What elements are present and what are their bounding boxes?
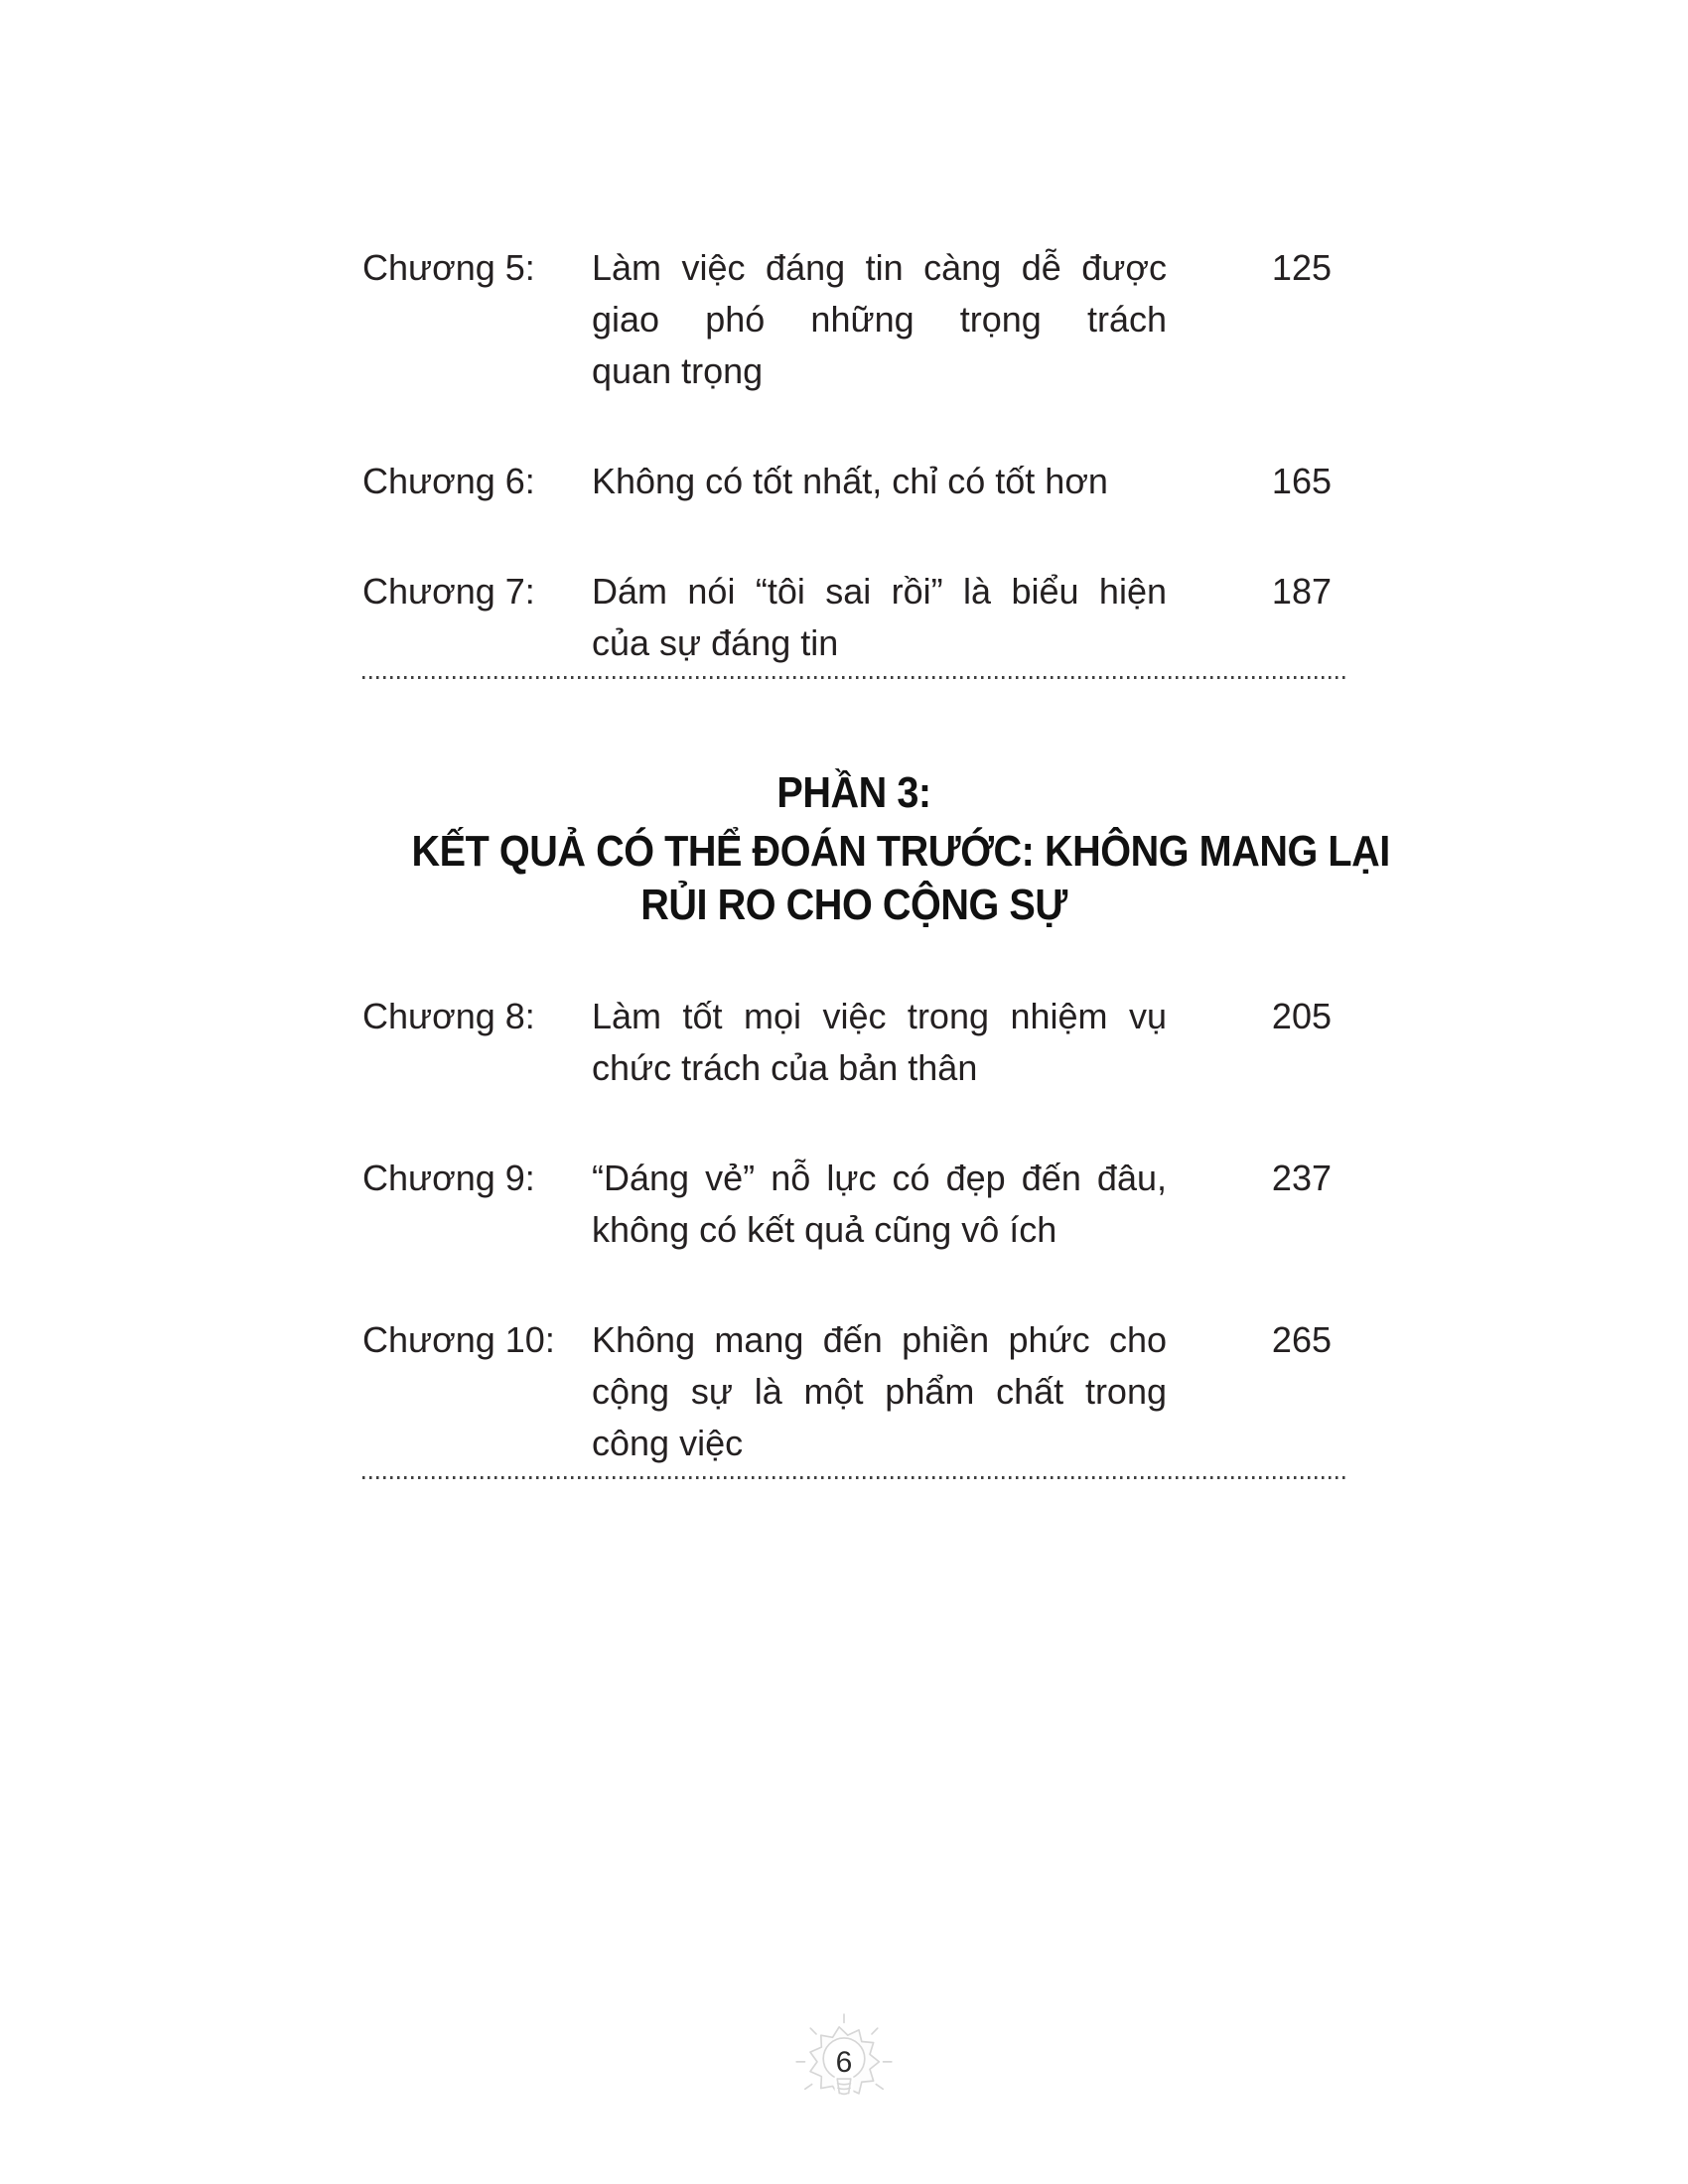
chapter-title <box>592 566 1167 669</box>
chapter-title-line: Dám nói “tôi sai rồi” là biểu hiện <box>592 571 1167 612</box>
toc-entry-chapter-9 <box>362 1153 1345 1256</box>
toc-entry-chapter-10 <box>362 1314 1345 1469</box>
page-footer <box>0 2013 1688 2116</box>
chapter-title-line: cộng sự là một phẩm chất trong <box>592 1371 1167 1412</box>
chapter-page-number: 187 <box>1271 571 1332 612</box>
chapter-title <box>592 456 1167 507</box>
chapter-title-line: Không có tốt nhất, chỉ có tốt hơn <box>592 461 1108 501</box>
chapter-title <box>592 1153 1167 1256</box>
toc-entry-chapter-6 <box>362 456 1345 507</box>
chapter-title-line: công việc <box>592 1423 744 1463</box>
part3-title-line: RỦI RO CHO CỘNG SỰ <box>640 881 1067 929</box>
chapter-page-number: 165 <box>1271 461 1332 501</box>
footer-decoration <box>792 2013 896 2116</box>
chapter-title-line: Không mang đến phiền phức cho <box>592 1319 1167 1360</box>
page-number: 6 <box>835 2046 853 2079</box>
toc-entry-chapter-8 <box>362 991 1345 1094</box>
chapter-page-number: 125 <box>1271 247 1332 288</box>
chapter-title-line: không có kết quả cũng vô ích <box>592 1209 1057 1250</box>
chapter-title-line: “Dáng vẻ” nỗ lực có đẹp đến đâu, <box>592 1158 1167 1198</box>
part3-title-line: KẾT QUẢ CÓ THỂ ĐOÁN TRƯỚC: KHÔNG MANG LẠI <box>411 827 1390 876</box>
chapter-label: Chương 8: <box>362 996 535 1036</box>
chapter-title-line: quan trọng <box>592 350 764 391</box>
chapter-label: Chương 10: <box>362 1319 555 1360</box>
chapter-page-number: 237 <box>1271 1158 1332 1198</box>
toc-entry-chapter-5 <box>362 242 1345 397</box>
chapter-title-line: giao phó những trọng trách <box>592 299 1167 340</box>
chapter-title <box>592 1314 1167 1469</box>
part3-heading <box>362 764 1390 932</box>
part3-kicker: PHẦN 3: <box>776 768 931 817</box>
chapter-title-line: Làm việc đáng tin càng dễ được <box>592 247 1167 288</box>
chapter-label: Chương 9: <box>362 1158 535 1198</box>
dotted-divider <box>362 676 1345 679</box>
chapter-label: Chương 7: <box>362 571 535 612</box>
chapter-label: Chương 6: <box>362 461 535 501</box>
toc-entry-chapter-7 <box>362 566 1345 669</box>
dotted-divider <box>362 1476 1345 1479</box>
chapter-title-line: Làm tốt mọi việc trong nhiệm vụ <box>592 996 1167 1036</box>
table-of-contents <box>362 0 1390 1479</box>
chapter-title-line: chức trách của bản thân <box>592 1047 978 1088</box>
chapter-title <box>592 991 1167 1094</box>
chapter-page-number: 265 <box>1271 1319 1332 1360</box>
chapter-title-line: của sự đáng tin <box>592 622 839 663</box>
chapter-title <box>592 242 1167 397</box>
chapter-label: Chương 5: <box>362 247 535 288</box>
chapter-page-number: 205 <box>1271 996 1332 1036</box>
